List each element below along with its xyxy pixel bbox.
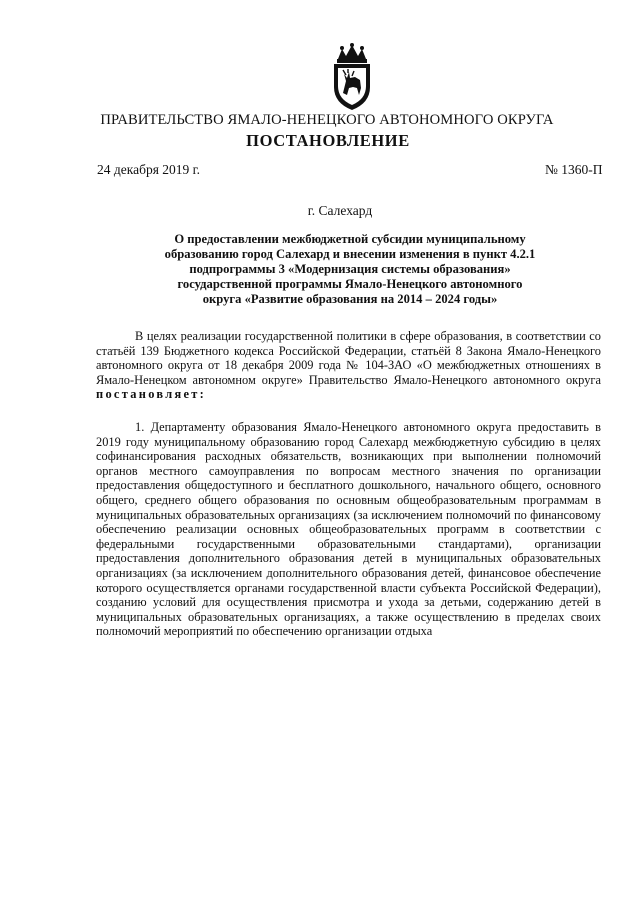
government-name: ПРАВИТЕЛЬСТВО ЯМАЛО-НЕНЕЦКОГО АВТОНОМНОГО ОКРУГА <box>100 112 554 128</box>
title-line: образованию город Салехард и внесении изменения в пункт 4.2.1 <box>164 247 536 261</box>
item-1-paragraph: 1. Департаменту образования Ямало-Ненецкого автономного округа предоставить в 2019 году муниципальному образованию город Салехард межбюджетную субсидию в целях софинансирования расходных обязательств, возникающих при выполнении полномочий органов местного самоуправления по вопросам местного значения по организации предоставления общедоступного и бесплатного дошкольного, начального общего, основного общего, среднего общего образования по основным общеобразовательным программам в муниципальных образовательных организациях (за исключением полномочий по финансовому обеспечению реализации основных общеобразовательных программ в соответствии с федеральными государственными образовательными стандартами), организации предоставления дополнительного образования детей в муниципальных образовательных организациях (за исключением дополнительного образования детей, финансовое обеспечение которого осуществляется органами государственной власти субъекта Российской Федерации), созданию условий для осуществления присмотра и ухода за детьми, содержанию детей в муниципальных образовательных организациях, а также осуществлению в пределах своих полномочий мероприятий по обеспечению организации отдыха <box>96 419 601 639</box>
coat-of-arms-emblem <box>326 43 378 113</box>
preamble-paragraph <box>96 329 601 402</box>
title-line: О предоставлении межбюджетной субсидии муниципальному <box>174 232 526 246</box>
title-line: государственной программы Ямало-Ненецкого автономного <box>177 277 523 291</box>
document-number: № 1360-П <box>545 162 603 177</box>
document-type: ПОСТАНОВЛЕНИЕ <box>246 131 410 150</box>
document-title <box>128 232 572 307</box>
preamble-text: В целях реализации государственной политики в сфере образования, в соответствии со статьёй 139 Бюджетного кодекса Российской Федерации, статьёй 8 Закона Ямало-Ненецкого автономного округа от 18 декабря 2009 года № 104-ЗАО «О межбюджетных отношениях в Ямало-Ненецком автономном округе» Правительство Ямало-Ненецкого автономного округа <box>96 329 601 387</box>
title-line: подпрограммы 3 «Модернизация системы образования» <box>189 262 511 276</box>
resolves-word: постановляет: <box>96 387 207 402</box>
document-city: г. Салехард <box>307 203 373 218</box>
document-date: 24 декабря 2019 г. <box>97 162 201 177</box>
document-body <box>96 329 601 639</box>
title-line: округа «Развитие образования на 2014 – 2024 годы» <box>202 292 498 306</box>
